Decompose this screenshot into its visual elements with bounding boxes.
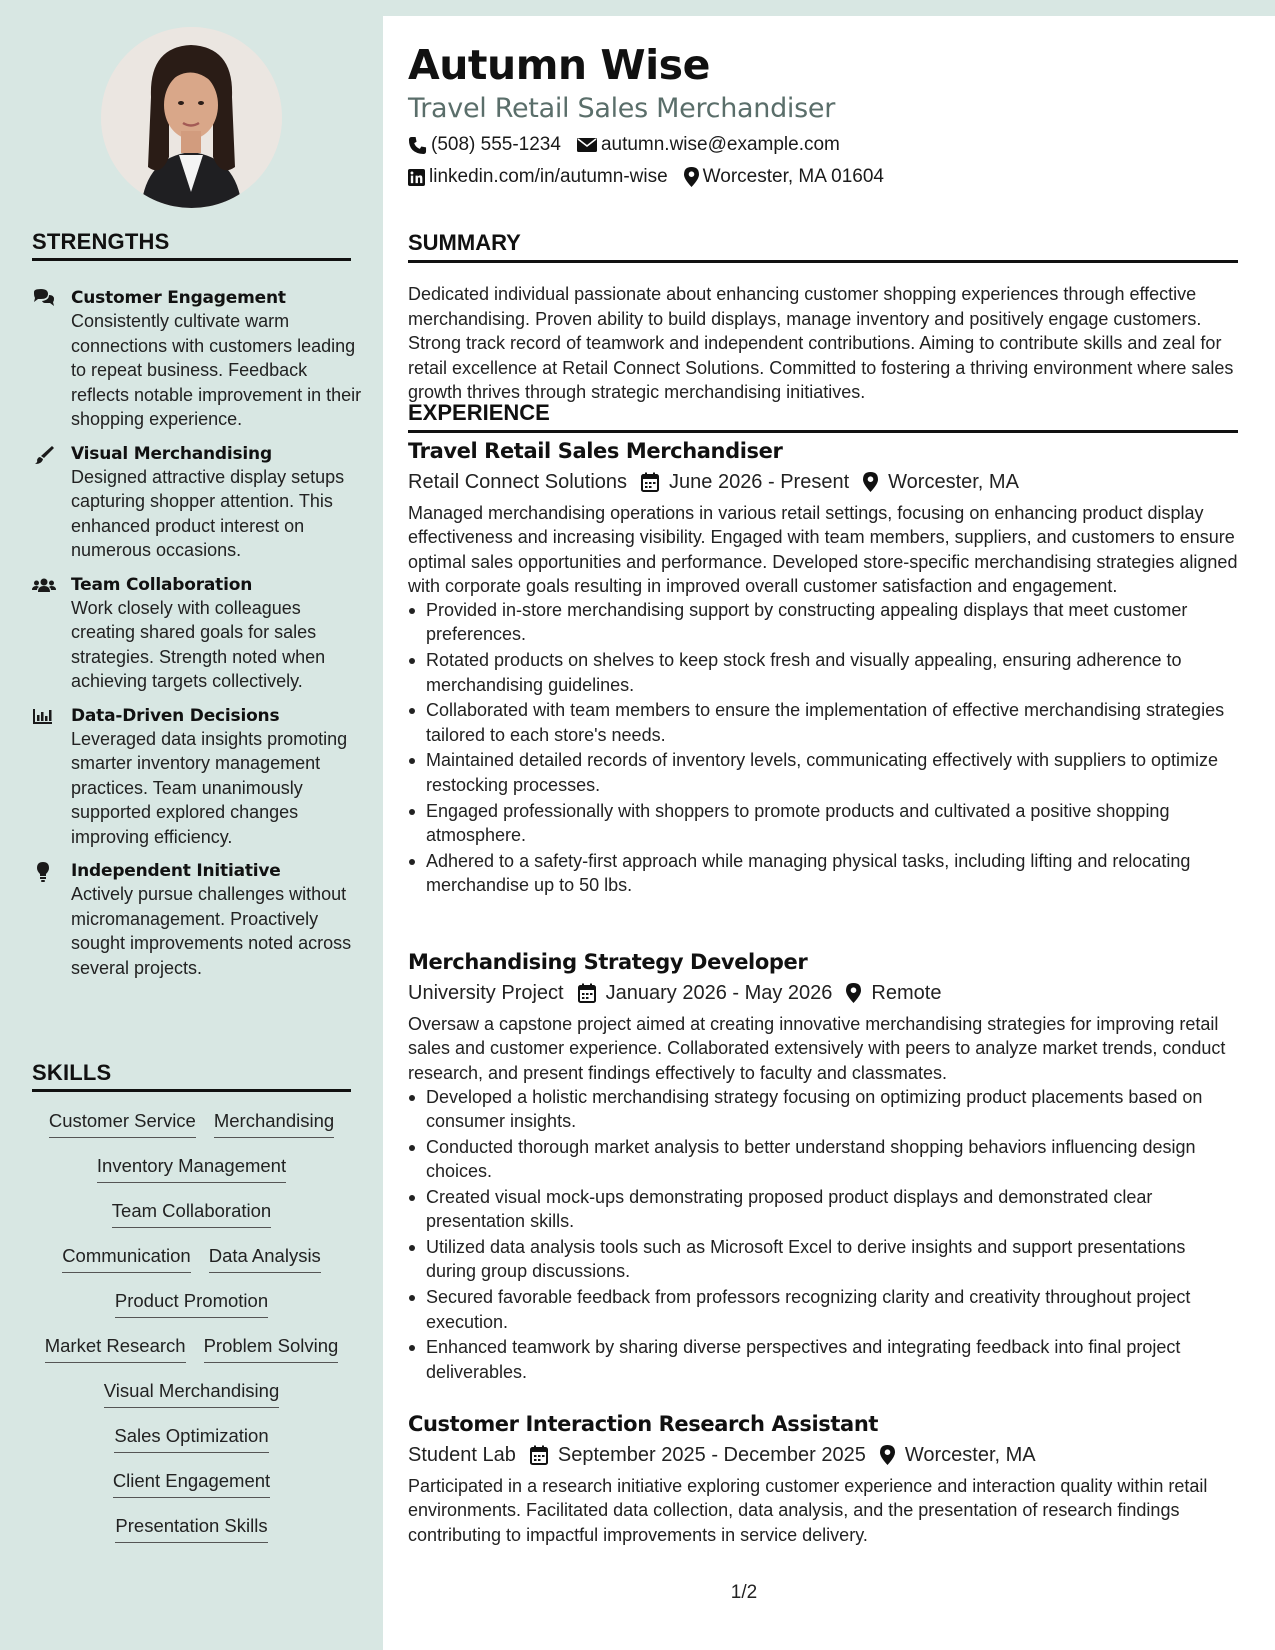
skills-list <box>32 1109 351 1559</box>
phone-text: (508) 555-1234 <box>431 134 561 155</box>
person-name: Autumn Wise <box>408 41 710 89</box>
experience-entry <box>408 948 1238 1385</box>
position-description: Participated in a research initiative exploring customer experience and interaction quality within retail environments. Facilitated data collection, data analysis, and the presentation of research findings contributing to impactful improvements in service delivery. <box>408 1476 1208 1545</box>
strength-desc: Work closely with colleagues creating shared goals for sales strategies. Strength noted when achieving targets collectively. <box>71 597 326 691</box>
list-item: Collaborated with team members to ensure the implementation of effective merchandising strategies tailored to each store's needs. <box>408 698 1238 747</box>
list-item: Secured favorable feedback from professors recognizing clarity and creativity throughout project execution. <box>408 1285 1238 1334</box>
skills-heading: SKILLS <box>32 1060 351 1092</box>
list-item: Created visual mock-ups demonstrating proposed product displays and demonstrated clear presentation skills. <box>408 1185 1238 1234</box>
experience-entry <box>408 437 1238 899</box>
position-title: Merchandising Strategy Developer <box>408 950 808 974</box>
position-description: Oversaw a capstone project aimed at creating innovative merchandising strategies for improving retail sales and customer experience. Collaborated extensively with peers to analyze market trends, conduct research, and present findings effectively to faculty and classmates. <box>408 1014 1226 1083</box>
phone-icon <box>408 136 427 155</box>
map-pin-icon <box>846 983 861 1003</box>
strength-title: Team Collaboration <box>71 574 253 595</box>
list-item: Provided in-store merchandising support by constructing appealing displays that meet customer preferences. <box>408 598 1238 647</box>
comments-icon <box>32 289 56 309</box>
strengths-heading: STRENGTHS <box>32 229 351 261</box>
job-title: Travel Retail Sales Merchandiser <box>408 93 836 124</box>
skill-tag: Market Research <box>45 1334 186 1363</box>
envelope-icon <box>577 137 597 153</box>
lightbulb-icon <box>32 862 56 882</box>
skill-tag: Merchandising <box>214 1109 334 1138</box>
calendar-icon <box>641 472 659 492</box>
list-item: Developed a holistic merchandising strategy focusing on optimizing product placements based on consumer insights. <box>408 1085 1238 1134</box>
email-link[interactable]: autumn.wise@example.com <box>600 134 840 155</box>
organization: Retail Connect Solutions <box>408 471 628 493</box>
job-location: Remote <box>871 982 942 1004</box>
position-meta <box>408 979 1238 1007</box>
skill-tag: Presentation Skills <box>115 1514 267 1543</box>
achievement-list <box>408 1085 1238 1384</box>
strength-desc: Actively pursue challenges without micromanagement. Proactively sought improvements noted across several projects. <box>71 884 352 978</box>
list-item: Adhered to a safety-first approach while managing physical tasks, including lifting and relocating merchandise up to 50 lbs. <box>408 849 1238 898</box>
job-location: Worcester, MA <box>904 1444 1036 1466</box>
achievement-list <box>408 598 1238 897</box>
calendar-icon <box>578 983 596 1003</box>
strength-title: Independent Initiative <box>71 861 281 881</box>
skill-tag: Data Analysis <box>209 1244 321 1273</box>
strength-title: Customer Engagement <box>71 288 286 308</box>
profile-photo <box>101 27 282 208</box>
strength-item <box>32 287 362 432</box>
strength-item <box>32 705 362 850</box>
strength-item <box>32 574 362 694</box>
skill-tag: Communication <box>62 1244 191 1273</box>
strength-desc: Consistently cultivate warm connections with customers leading to repeat business. Feedback reflects notable improvement in their shopping experience. <box>71 311 362 429</box>
sidebar <box>0 0 383 1650</box>
summary-heading: SUMMARY <box>408 230 1238 263</box>
date-range: September 2025 - December 2025 <box>557 1444 866 1466</box>
date-range: June 2026 - Present <box>669 471 850 493</box>
calendar-icon <box>530 1445 548 1465</box>
organization: Student Lab <box>408 1444 516 1466</box>
skill-tag: Customer Service <box>49 1109 196 1138</box>
linkedin-icon <box>408 169 425 186</box>
list-item: Utilized data analysis tools such as Microsoft Excel to derive insights and support presentations during group discussions. <box>408 1235 1238 1284</box>
position-title: Travel Retail Sales Merchandiser <box>408 439 783 463</box>
date-range: January 2026 - May 2026 <box>605 982 833 1004</box>
contact-row <box>408 134 856 156</box>
position-title: Customer Interaction Research Assistant <box>408 1412 879 1436</box>
list-item: Enhanced teamwork by sharing diverse perspectives and integrating feedback into final project deliverables. <box>408 1335 1238 1384</box>
skill-tag: Client Engagement <box>113 1469 270 1498</box>
skill-tag: Product Promotion <box>115 1289 268 1318</box>
chart-bar-icon <box>32 707 56 727</box>
map-pin-icon <box>863 472 878 492</box>
list-item: Maintained detailed records of inventory levels, communicating effectively with suppliers to optimize restocking processes. <box>408 748 1238 797</box>
strengths-list <box>32 287 362 991</box>
skill-tag: Problem Solving <box>204 1334 339 1363</box>
skill-tag: Team Collaboration <box>112 1199 271 1228</box>
strength-item <box>32 443 362 563</box>
page-number: 1/2 <box>730 1582 758 1603</box>
contact-row <box>408 166 900 188</box>
location-text: Worcester, MA 01604 <box>702 166 884 187</box>
strength-desc: Designed attractive display setups capturing shopper attention. This enhanced product interest on numerous occasions. <box>71 466 345 560</box>
position-meta <box>408 1441 1238 1469</box>
summary-text: Dedicated individual passionate about enhancing customer shopping experiences through effective merchandising. Proven ability to build displays, manage inventory and positively engage customers. Strong track record of teamwork and independent contributions. Aiming to contribute skills and zeal for retail excellence at Retail Connect Solutions. Committed to fostering a thriving environment where sales growth thrives through strategic merchandising initiatives. <box>408 284 1234 402</box>
map-pin-icon <box>684 167 699 187</box>
strength-title: Visual Merchandising <box>71 443 272 464</box>
strength-desc: Leveraged data insights promoting smarter inventory management practices. Team unanimously supported explored changes improving efficiency. <box>71 728 348 847</box>
strength-title: Data-Driven Decisions <box>71 705 280 726</box>
strength-item <box>32 860 362 980</box>
list-item: Rotated products on shelves to keep stock fresh and visually appealing, ensuring adherence to merchandising guidelines. <box>408 648 1238 697</box>
experience-entry <box>408 1410 1238 1547</box>
job-location: Worcester, MA <box>888 471 1019 493</box>
linkedin-link[interactable]: linkedin.com/in/autumn-wise <box>429 166 668 187</box>
skill-tag: Inventory Management <box>97 1154 286 1183</box>
skill-tag: Visual Merchandising <box>104 1379 280 1408</box>
list-item: Conducted thorough market analysis to better understand shopping behaviors influencing design choices. <box>408 1135 1238 1184</box>
skill-tag: Sales Optimization <box>114 1424 268 1453</box>
position-meta <box>408 468 1238 496</box>
paintbrush-icon <box>32 445 56 465</box>
main-content <box>383 16 1275 1650</box>
experience-heading: EXPERIENCE <box>408 400 1238 433</box>
position-description: Managed merchandising operations in various retail settings, focusing on enhancing product display effectiveness and increasing visibility. Engaged with team members, suppliers, and customers to ensure optimal sales opportunities and performance. Developed store-specific merchandising strategies aligned with corporate goals resulting in improved overall customer satisfaction and engagement. <box>408 503 1238 596</box>
list-item: Engaged professionally with shoppers to promote products and cultivated a positive shopping atmosphere. <box>408 799 1238 848</box>
users-icon <box>32 576 56 596</box>
organization: University Project <box>408 982 564 1004</box>
map-pin-icon <box>880 1445 895 1465</box>
